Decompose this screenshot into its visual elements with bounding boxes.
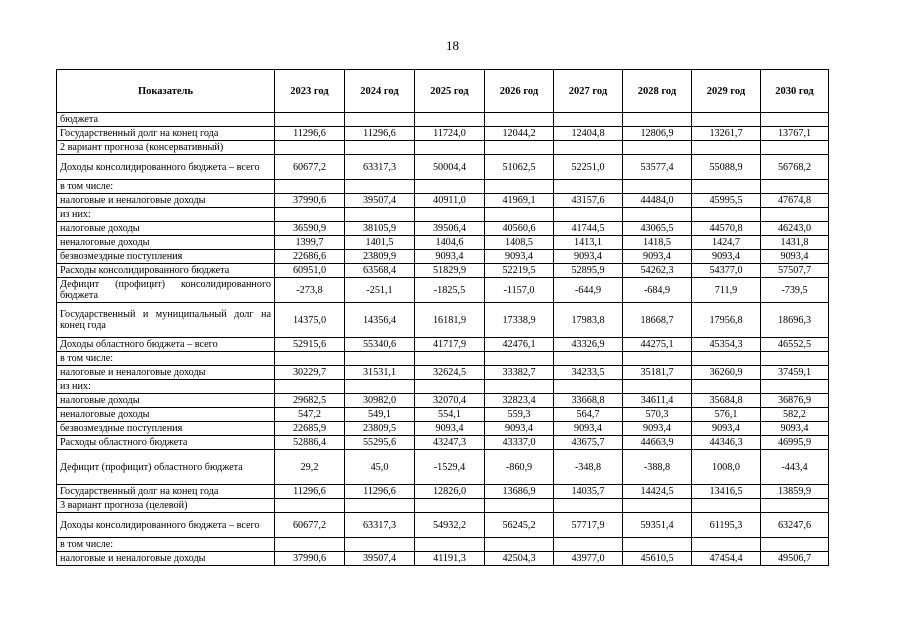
value-cell: 52251,0 xyxy=(554,155,623,180)
value-cell: 559,3 xyxy=(485,408,554,422)
value-cell: 61195,3 xyxy=(692,513,761,538)
value-cell: -1157,0 xyxy=(485,278,554,303)
table-row xyxy=(57,278,829,303)
value-cell: 14375,0 xyxy=(275,303,345,338)
value-cell: 9093,4 xyxy=(761,250,829,264)
value-cell xyxy=(692,538,761,552)
value-cell: 45,0 xyxy=(345,450,415,485)
value-cell xyxy=(275,499,345,513)
row-label: Государственный долг на конец года xyxy=(57,485,275,499)
value-cell xyxy=(761,352,829,366)
value-cell xyxy=(415,380,485,394)
value-cell xyxy=(692,352,761,366)
value-cell xyxy=(623,113,692,127)
value-cell xyxy=(415,141,485,155)
value-cell: 43675,7 xyxy=(554,436,623,450)
value-cell: -1529,4 xyxy=(415,450,485,485)
value-cell: 32070,4 xyxy=(415,394,485,408)
table-row xyxy=(57,113,829,127)
value-cell: 57507,7 xyxy=(761,264,829,278)
value-cell: 63317,3 xyxy=(345,513,415,538)
value-cell: 33668,8 xyxy=(554,394,623,408)
value-cell xyxy=(485,538,554,552)
value-cell: 34233,5 xyxy=(554,366,623,380)
value-cell: 60677,2 xyxy=(275,513,345,538)
value-cell: 12826,0 xyxy=(415,485,485,499)
value-cell: 56245,2 xyxy=(485,513,554,538)
value-cell: 9093,4 xyxy=(692,422,761,436)
value-cell: 30229,7 xyxy=(275,366,345,380)
value-cell: 31531,1 xyxy=(345,366,415,380)
value-cell: 23809,5 xyxy=(345,422,415,436)
value-cell xyxy=(345,180,415,194)
value-cell xyxy=(415,208,485,222)
value-cell: 37459,1 xyxy=(761,366,829,380)
value-cell: -251,1 xyxy=(345,278,415,303)
value-cell: 60951,0 xyxy=(275,264,345,278)
row-label: Доходы областного бюджета – всего xyxy=(57,338,275,352)
value-cell: 570,3 xyxy=(623,408,692,422)
row-label: безвозмездные поступления xyxy=(57,250,275,264)
value-cell xyxy=(623,141,692,155)
value-cell: 554,1 xyxy=(415,408,485,422)
table-row xyxy=(57,127,829,141)
value-cell: 35181,7 xyxy=(623,366,692,380)
value-cell xyxy=(554,352,623,366)
value-cell: 1424,7 xyxy=(692,236,761,250)
value-cell: 46552,5 xyxy=(761,338,829,352)
row-label: в том числе: xyxy=(57,180,275,194)
value-cell xyxy=(554,499,623,513)
value-cell: 54932,2 xyxy=(415,513,485,538)
value-cell: 50004,4 xyxy=(415,155,485,180)
value-cell: 1418,5 xyxy=(623,236,692,250)
value-cell xyxy=(692,499,761,513)
value-cell: 59351,4 xyxy=(623,513,692,538)
header-year: 2025 год xyxy=(415,70,485,113)
value-cell: 56768,2 xyxy=(761,155,829,180)
table-row xyxy=(57,236,829,250)
value-cell xyxy=(554,208,623,222)
value-cell: 1408,5 xyxy=(485,236,554,250)
value-cell xyxy=(554,141,623,155)
value-cell: 9093,4 xyxy=(554,422,623,436)
forecast-table xyxy=(56,69,829,566)
value-cell: 37990,6 xyxy=(275,552,345,566)
table-row xyxy=(57,208,829,222)
value-cell xyxy=(692,180,761,194)
value-cell xyxy=(692,380,761,394)
value-cell: 40560,6 xyxy=(485,222,554,236)
value-cell: 46995,9 xyxy=(761,436,829,450)
value-cell xyxy=(345,380,415,394)
value-cell: 9093,4 xyxy=(485,422,554,436)
value-cell: 11296,6 xyxy=(275,485,345,499)
value-cell: 39507,4 xyxy=(345,552,415,566)
value-cell: 14356,4 xyxy=(345,303,415,338)
value-cell: 57717,9 xyxy=(554,513,623,538)
table-row xyxy=(57,513,829,538)
value-cell: 44570,8 xyxy=(692,222,761,236)
header-year: 2024 год xyxy=(345,70,415,113)
value-cell: 1413,1 xyxy=(554,236,623,250)
value-cell: 52219,5 xyxy=(485,264,554,278)
table-row xyxy=(57,338,829,352)
value-cell: 9093,4 xyxy=(692,250,761,264)
value-cell: 43247,3 xyxy=(415,436,485,450)
value-cell: 9093,4 xyxy=(554,250,623,264)
header-indicator: Показатель xyxy=(57,70,275,113)
value-cell xyxy=(345,499,415,513)
value-cell xyxy=(345,208,415,222)
value-cell: 43326,9 xyxy=(554,338,623,352)
value-cell: -684,9 xyxy=(623,278,692,303)
header-year: 2029 год xyxy=(692,70,761,113)
value-cell: 1401,5 xyxy=(345,236,415,250)
value-cell: 51062,5 xyxy=(485,155,554,180)
value-cell: 52886,4 xyxy=(275,436,345,450)
value-cell: 42476,1 xyxy=(485,338,554,352)
value-cell: -739,5 xyxy=(761,278,829,303)
value-cell xyxy=(275,208,345,222)
row-label: Дефицит (профицит) консолидированного бюджета xyxy=(57,278,275,303)
value-cell: 582,2 xyxy=(761,408,829,422)
value-cell xyxy=(554,180,623,194)
table-row xyxy=(57,180,829,194)
value-cell: 63317,3 xyxy=(345,155,415,180)
value-cell: 43977,0 xyxy=(554,552,623,566)
value-cell xyxy=(485,352,554,366)
value-cell: 34611,4 xyxy=(623,394,692,408)
value-cell xyxy=(275,113,345,127)
row-label: налоговые и неналоговые доходы xyxy=(57,366,275,380)
value-cell xyxy=(485,113,554,127)
value-cell xyxy=(275,380,345,394)
value-cell xyxy=(623,538,692,552)
value-cell: 41717,9 xyxy=(415,338,485,352)
value-cell xyxy=(485,180,554,194)
value-cell xyxy=(692,208,761,222)
value-cell xyxy=(275,538,345,552)
value-cell: 711,9 xyxy=(692,278,761,303)
value-cell: 11296,6 xyxy=(345,127,415,141)
value-cell: 11724,0 xyxy=(415,127,485,141)
value-cell xyxy=(275,352,345,366)
value-cell xyxy=(275,141,345,155)
value-cell: 17956,8 xyxy=(692,303,761,338)
value-cell: 46243,0 xyxy=(761,222,829,236)
table-row xyxy=(57,380,829,394)
row-label: Государственный долг на конец года xyxy=(57,127,275,141)
value-cell xyxy=(345,113,415,127)
table-row xyxy=(57,352,829,366)
table-row xyxy=(57,552,829,566)
value-cell: 40911,0 xyxy=(415,194,485,208)
value-cell: 564,7 xyxy=(554,408,623,422)
table-row xyxy=(57,394,829,408)
value-cell: -644,9 xyxy=(554,278,623,303)
value-cell: 60677,2 xyxy=(275,155,345,180)
value-cell: 12806,9 xyxy=(623,127,692,141)
table-header-row xyxy=(57,70,829,113)
value-cell xyxy=(485,380,554,394)
value-cell: 36876,9 xyxy=(761,394,829,408)
value-cell: -348,8 xyxy=(554,450,623,485)
value-cell: 11296,6 xyxy=(345,485,415,499)
page-number: 18 xyxy=(446,38,459,53)
value-cell: 63247,6 xyxy=(761,513,829,538)
value-cell: 12404,8 xyxy=(554,127,623,141)
value-cell: 12044,2 xyxy=(485,127,554,141)
value-cell xyxy=(345,141,415,155)
value-cell: 23809,9 xyxy=(345,250,415,264)
value-cell: 39507,4 xyxy=(345,194,415,208)
value-cell: 9093,4 xyxy=(761,422,829,436)
value-cell: 54377,0 xyxy=(692,264,761,278)
table-row xyxy=(57,155,829,180)
row-label: в том числе: xyxy=(57,538,275,552)
row-label: налоговые и неналоговые доходы xyxy=(57,552,275,566)
value-cell: -1825,5 xyxy=(415,278,485,303)
table-row xyxy=(57,264,829,278)
table-row xyxy=(57,408,829,422)
row-label: Государственный и муниципальный долг на конец года xyxy=(57,303,275,338)
value-cell: 43337,0 xyxy=(485,436,554,450)
value-cell: -443,4 xyxy=(761,450,829,485)
row-label: безвозмездные поступления xyxy=(57,422,275,436)
value-cell xyxy=(345,352,415,366)
row-label: неналоговые доходы xyxy=(57,408,275,422)
value-cell: 1399,7 xyxy=(275,236,345,250)
value-cell: 47454,4 xyxy=(692,552,761,566)
table-row xyxy=(57,366,829,380)
value-cell: 14035,7 xyxy=(554,485,623,499)
value-cell: 53577,4 xyxy=(623,155,692,180)
value-cell: 14424,5 xyxy=(623,485,692,499)
value-cell xyxy=(692,113,761,127)
value-cell: 42504,3 xyxy=(485,552,554,566)
value-cell xyxy=(623,380,692,394)
row-label: Расходы консолидированного бюджета xyxy=(57,264,275,278)
value-cell: -860,9 xyxy=(485,450,554,485)
value-cell: 44484,0 xyxy=(623,194,692,208)
value-cell xyxy=(415,352,485,366)
value-cell: 30982,0 xyxy=(345,394,415,408)
value-cell: 41191,3 xyxy=(415,552,485,566)
row-label: 3 вариант прогноза (целевой) xyxy=(57,499,275,513)
value-cell: 9093,4 xyxy=(623,250,692,264)
row-label: налоговые доходы xyxy=(57,394,275,408)
value-cell: 63568,4 xyxy=(345,264,415,278)
value-cell: 17338,9 xyxy=(485,303,554,338)
value-cell: 29,2 xyxy=(275,450,345,485)
value-cell: 45610,5 xyxy=(623,552,692,566)
value-cell: 55295,6 xyxy=(345,436,415,450)
value-cell: 44346,3 xyxy=(692,436,761,450)
value-cell xyxy=(275,180,345,194)
value-cell: 51829,9 xyxy=(415,264,485,278)
table-row xyxy=(57,303,829,338)
value-cell: 47674,8 xyxy=(761,194,829,208)
row-label: Расходы областного бюджета xyxy=(57,436,275,450)
value-cell: 9093,4 xyxy=(415,422,485,436)
value-cell: 22686,6 xyxy=(275,250,345,264)
table-row xyxy=(57,250,829,264)
value-cell xyxy=(761,180,829,194)
value-cell: 18668,7 xyxy=(623,303,692,338)
value-cell: 549,1 xyxy=(345,408,415,422)
row-label: Доходы консолидированного бюджета – всего xyxy=(57,155,275,180)
value-cell: 45354,3 xyxy=(692,338,761,352)
value-cell: 38105,9 xyxy=(345,222,415,236)
value-cell xyxy=(554,538,623,552)
row-label: Доходы консолидированного бюджета – всего xyxy=(57,513,275,538)
row-label: неналоговые доходы xyxy=(57,236,275,250)
value-cell: 32624,5 xyxy=(415,366,485,380)
table-row xyxy=(57,436,829,450)
value-cell: 1404,6 xyxy=(415,236,485,250)
table-row xyxy=(57,450,829,485)
value-cell: 44275,1 xyxy=(623,338,692,352)
value-cell: 33382,7 xyxy=(485,366,554,380)
table-row xyxy=(57,538,829,552)
header-year: 2027 год xyxy=(554,70,623,113)
value-cell xyxy=(415,180,485,194)
value-cell: 11296,6 xyxy=(275,127,345,141)
value-cell: 13416,5 xyxy=(692,485,761,499)
value-cell: 35684,8 xyxy=(692,394,761,408)
value-cell: 52915,6 xyxy=(275,338,345,352)
value-cell xyxy=(415,499,485,513)
value-cell: 576,1 xyxy=(692,408,761,422)
value-cell: 13767,1 xyxy=(761,127,829,141)
table-row xyxy=(57,499,829,513)
header-year: 2026 год xyxy=(485,70,554,113)
table-row xyxy=(57,141,829,155)
table-row xyxy=(57,485,829,499)
value-cell: 18696,3 xyxy=(761,303,829,338)
value-cell: 13261,7 xyxy=(692,127,761,141)
table-row xyxy=(57,194,829,208)
header-year: 2030 год xyxy=(761,70,829,113)
value-cell: 32823,4 xyxy=(485,394,554,408)
row-label: налоговые доходы xyxy=(57,222,275,236)
value-cell: 36590,9 xyxy=(275,222,345,236)
value-cell xyxy=(623,180,692,194)
value-cell: 1008,0 xyxy=(692,450,761,485)
value-cell: -388,8 xyxy=(623,450,692,485)
value-cell: 13686,9 xyxy=(485,485,554,499)
value-cell xyxy=(761,208,829,222)
value-cell xyxy=(415,113,485,127)
value-cell: 55340,6 xyxy=(345,338,415,352)
row-label: в том числе: xyxy=(57,352,275,366)
value-cell: 43065,5 xyxy=(623,222,692,236)
value-cell: 45995,5 xyxy=(692,194,761,208)
value-cell xyxy=(761,141,829,155)
header-year: 2023 год xyxy=(275,70,345,113)
row-label: из них: xyxy=(57,208,275,222)
value-cell xyxy=(761,113,829,127)
value-cell: 29682,5 xyxy=(275,394,345,408)
value-cell: 9093,4 xyxy=(623,422,692,436)
value-cell: 44663,9 xyxy=(623,436,692,450)
value-cell: 37990,6 xyxy=(275,194,345,208)
value-cell: 39506,4 xyxy=(415,222,485,236)
value-cell xyxy=(692,141,761,155)
table-row xyxy=(57,222,829,236)
value-cell: 22685,9 xyxy=(275,422,345,436)
value-cell: 547,2 xyxy=(275,408,345,422)
value-cell: 17983,8 xyxy=(554,303,623,338)
value-cell xyxy=(345,538,415,552)
value-cell: 41969,1 xyxy=(485,194,554,208)
row-label: бюджета xyxy=(57,113,275,127)
value-cell xyxy=(623,208,692,222)
value-cell: 9093,4 xyxy=(485,250,554,264)
value-cell xyxy=(761,380,829,394)
value-cell: 41744,5 xyxy=(554,222,623,236)
value-cell: 54262,3 xyxy=(623,264,692,278)
value-cell xyxy=(415,538,485,552)
value-cell xyxy=(485,208,554,222)
value-cell xyxy=(485,499,554,513)
table-row xyxy=(57,422,829,436)
value-cell: 1431,8 xyxy=(761,236,829,250)
value-cell: 43157,6 xyxy=(554,194,623,208)
value-cell xyxy=(761,538,829,552)
value-cell: 52895,9 xyxy=(554,264,623,278)
row-label: 2 вариант прогноза (консервативный) xyxy=(57,141,275,155)
value-cell xyxy=(554,380,623,394)
value-cell xyxy=(623,352,692,366)
value-cell: 36260,9 xyxy=(692,366,761,380)
value-cell: -273,8 xyxy=(275,278,345,303)
row-label: налоговые и неналоговые доходы xyxy=(57,194,275,208)
row-label: Дефицит (профицит) областного бюджета xyxy=(57,450,275,485)
value-cell: 55088,9 xyxy=(692,155,761,180)
value-cell: 49506,7 xyxy=(761,552,829,566)
value-cell xyxy=(485,141,554,155)
value-cell: 16181,9 xyxy=(415,303,485,338)
value-cell xyxy=(554,113,623,127)
row-label: из них: xyxy=(57,380,275,394)
header-year: 2028 год xyxy=(623,70,692,113)
value-cell: 13859,9 xyxy=(761,485,829,499)
value-cell xyxy=(623,499,692,513)
value-cell xyxy=(761,499,829,513)
value-cell: 9093,4 xyxy=(415,250,485,264)
